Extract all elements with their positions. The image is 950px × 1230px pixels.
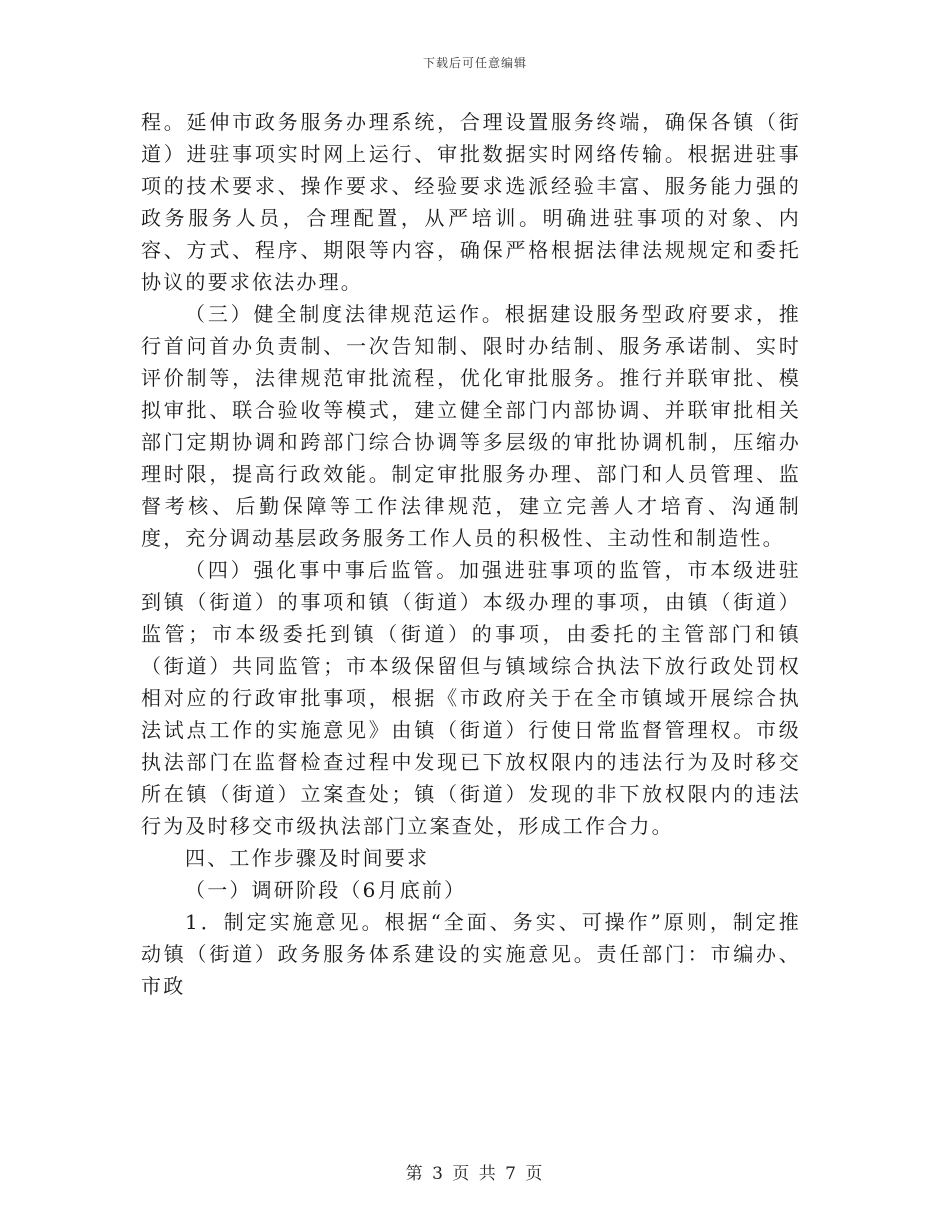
page-footer: 第 3 页 共 7 页	[405, 1164, 545, 1184]
paragraph-continuation: 程。延伸市政务服务办理系统，合理设置服务终端，确保各镇（街道）进驻事项实时网上运行、审批数据实时网络传输。根据进驻事项的技术要求、操作要求、经验要求选派经验丰富、服务能力强的政务服务人员，合理配置，从严培训。明确进驻事项的对象、内容、方式、程序、期限等内容，确保严格根据法律法规规定和委托协议的要求依法办理。	[141, 110, 801, 294]
document-body	[141, 106, 801, 1002]
page-header: 下载后可任意编辑	[422, 56, 527, 70]
paragraph-item-one: 1．制定实施意见。根据“全面、务实、可操作”原则，制定推动镇（街道）政务服务体系建设的实施意见。责任部门：市编办、市政	[141, 910, 801, 998]
paragraph-section-four: （四）强化事中事后监管。加强进驻事项的监管，市本级进驻到镇（街道）的事项和镇（街道）本级办理的事项，由镇（街道）监管；市本级委托到镇（街道）的事项，由委托的主管部门和镇（街道）共同监管；市本级保留但与镇域综合执法下放行政处罚权相对应的行政审批事项，根据《市政府关于在全市镇域开展综合执法试点工作的实施意见》由镇（街道）行使日常监督管理权。市级执法部门在监督检查过程中发现已下放权限内的违法行为及时移交所在镇（街道）立案查处；镇（街道）发现的非下放权限内的违法行为及时移交市级执法部门立案查处，形成工作合力。	[141, 558, 801, 838]
heading-research-stage: （一）调研阶段（6月底前）	[185, 878, 467, 902]
heading-work-steps: 四、工作步骤及时间要求	[185, 846, 430, 870]
paragraph-section-three: （三）健全制度法律规范运作。根据建设服务型政府要求，推行首问首办负责制、一次告知制、限时办结制、服务承诺制、实时评价制等，法律规范审批流程，优化审批服务。推行并联审批、模拟审批、联合验收等模式，建立健全部门内部协调、并联审批相关部门定期协调和跨部门综合协调等多层级的审批协调机制，压缩办理时限，提高行政效能。制定审批服务办理、部门和人员管理、监督考核、后勤保障等工作法律规范，建立完善人才培育、沟通制度，充分调动基层政务服务工作人员的积极性、主动性和制造性。	[141, 302, 801, 550]
